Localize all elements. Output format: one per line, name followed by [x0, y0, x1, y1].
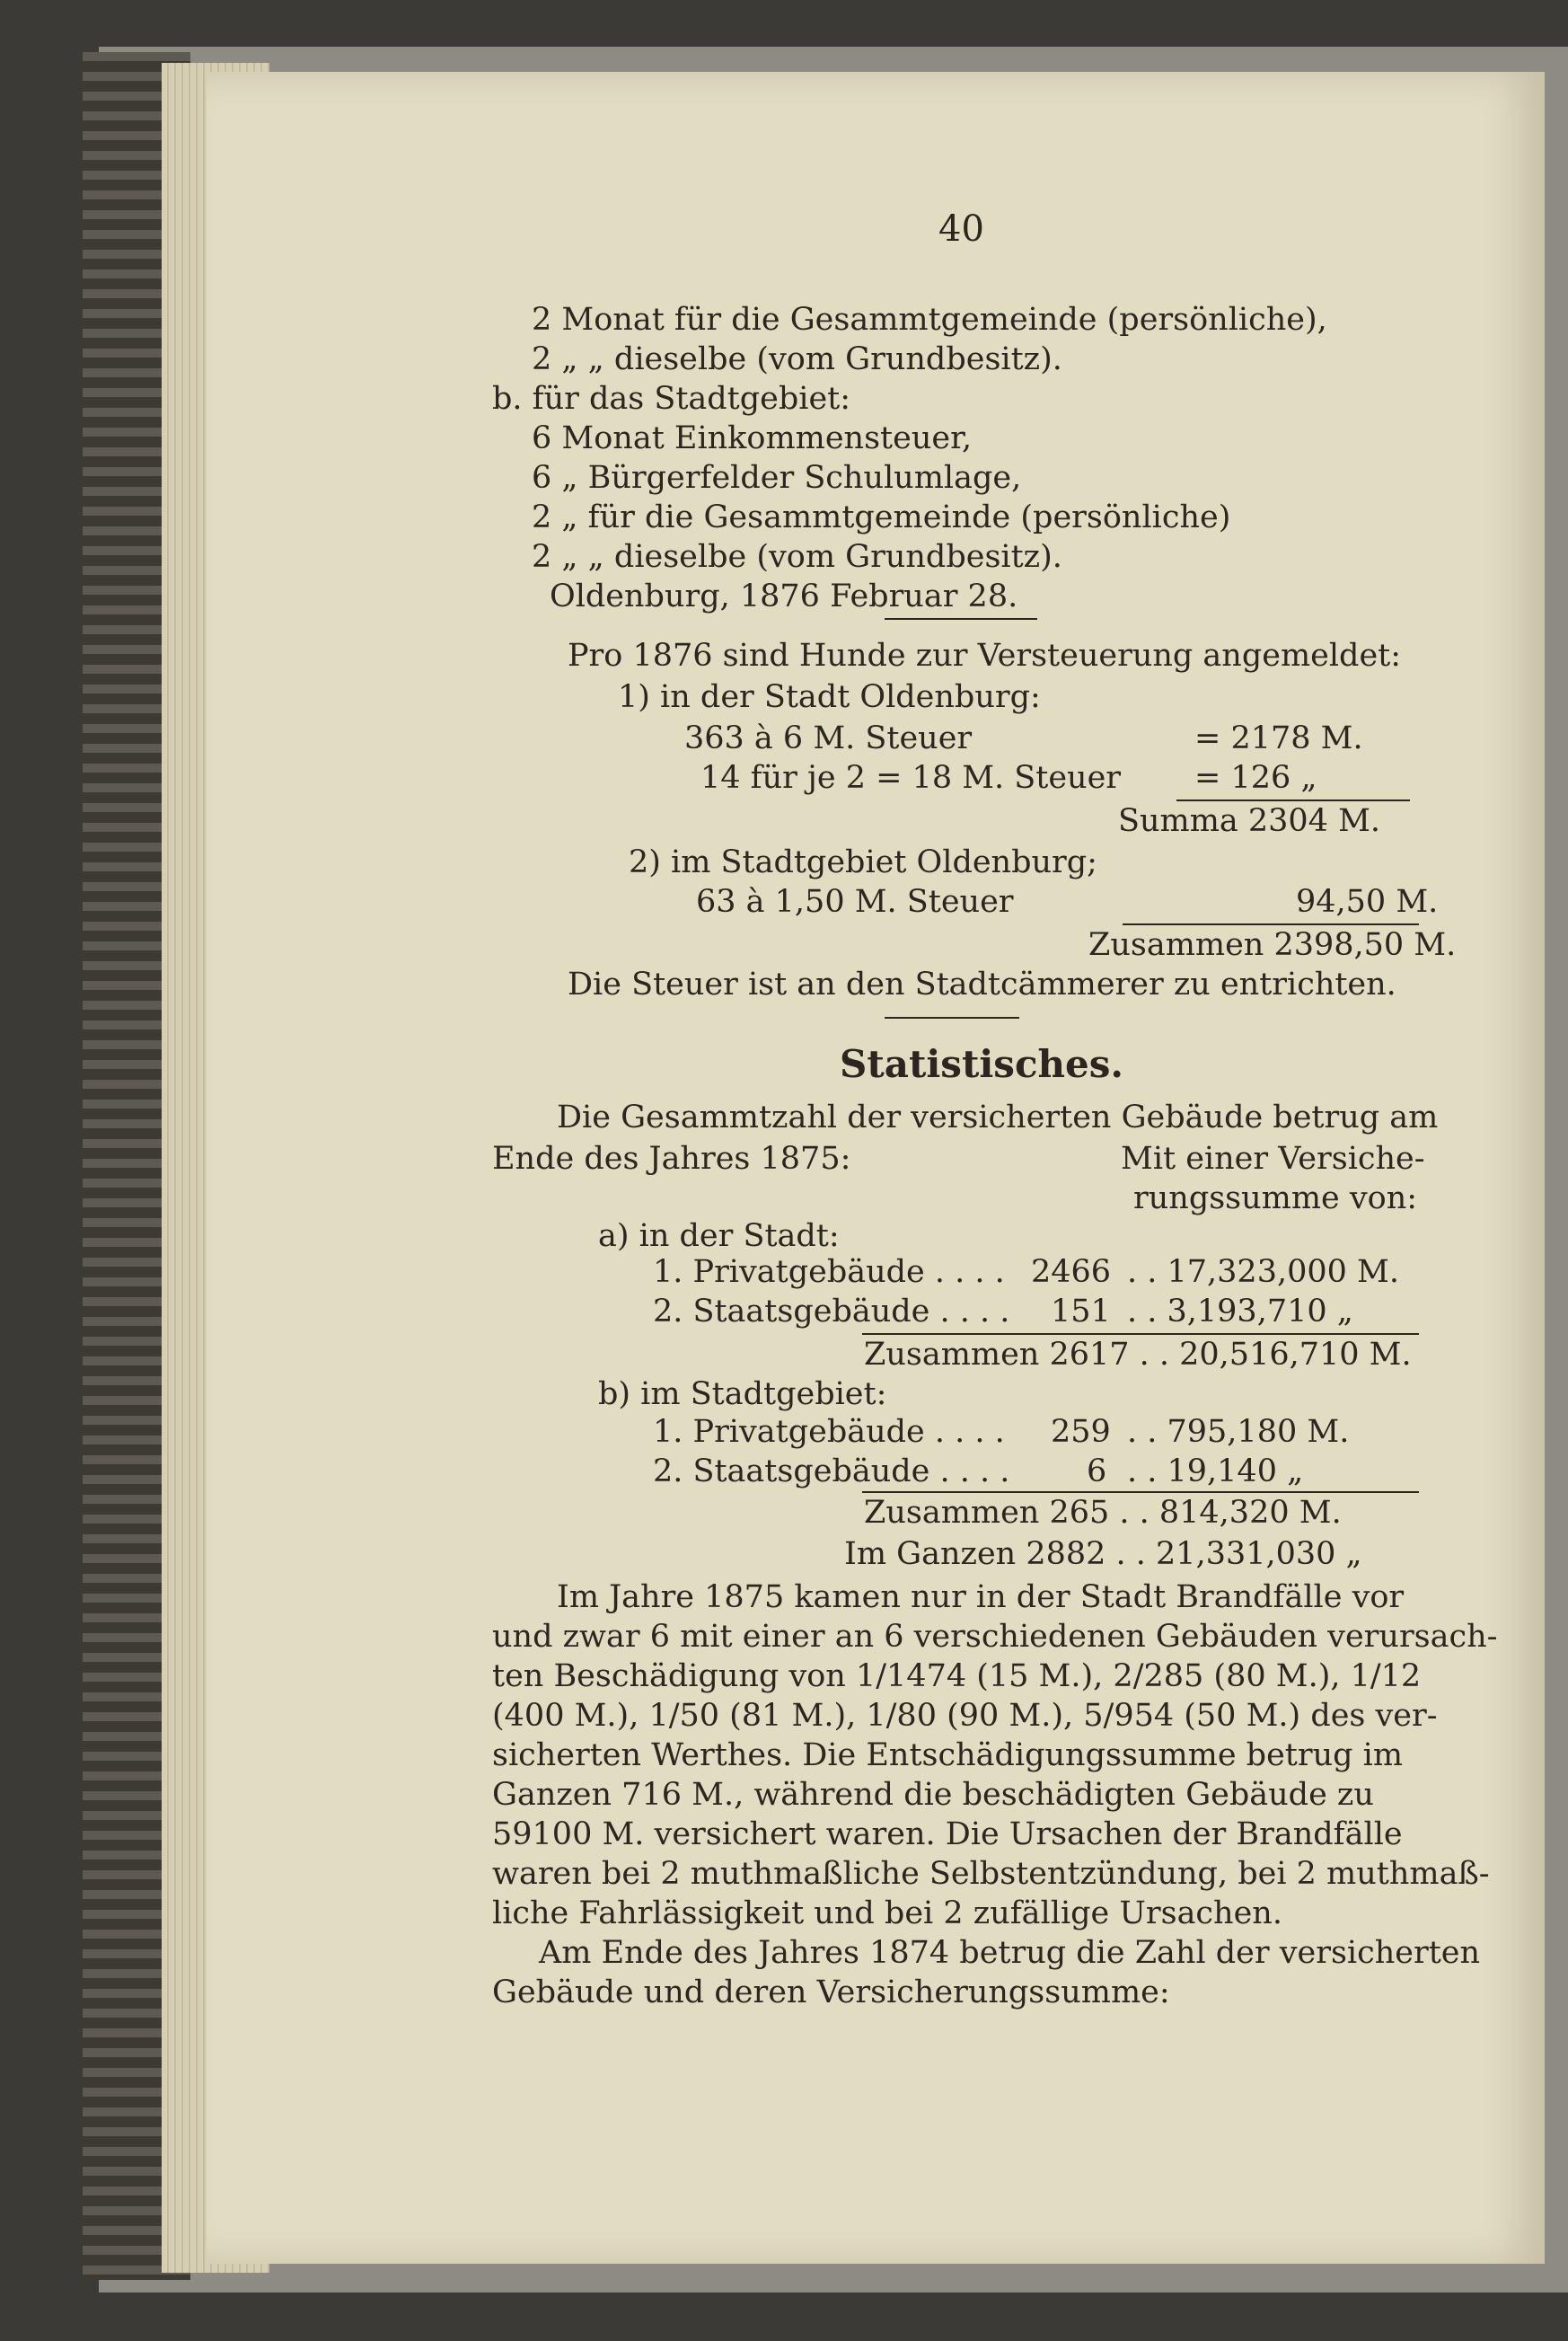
stats-row-label: 2. Staatsgebäude . . . . — [653, 1294, 1010, 1330]
stats-row-count: 2466 — [1031, 1254, 1112, 1290]
dogs-summa: Summa 2304 M. — [1118, 803, 1381, 839]
stats-row-label: 2. Staatsgebäude . . . . — [653, 1453, 1010, 1489]
dogs-city-label: 1) in der Stadt Oldenburg: — [618, 679, 1041, 715]
stats-row-count: 6 — [1087, 1453, 1107, 1489]
stats-row-sum: . . 3,193,710 „ — [1127, 1294, 1353, 1330]
dogs-payment-note: Die Steuer ist an den Stadtcämmerer zu entrichten. — [568, 967, 1396, 1003]
paragraph-line: Am Ende des Jahres 1874 betrug die Zahl der versicherten — [539, 1935, 1481, 1971]
sum-rule — [1176, 799, 1410, 801]
text-line: 6 „ Bürgerfelder Schulumlage, — [532, 460, 1022, 496]
section-divider — [885, 618, 1037, 620]
page-number: 40 — [938, 208, 984, 250]
paragraph-line: ten Beschädigung von 1/1474 (15 M.), 2/285 (80 M.), 1/12 — [492, 1658, 1422, 1694]
stats-row-count: 259 — [1051, 1414, 1111, 1450]
text-line: 6 Monat Einkommensteuer, — [532, 420, 973, 456]
stats-city-label: a) in der Stadt: — [598, 1218, 840, 1254]
stats-row-count: 151 — [1051, 1294, 1111, 1330]
stats-intro: Mit einer Versiche- — [1121, 1141, 1425, 1177]
text-line: b. für das Stadtgebiet: — [492, 381, 851, 417]
dogs-row: 363 à 6 M. Steuer — [684, 720, 973, 756]
stats-row-sum: . . 19,140 „ — [1127, 1453, 1304, 1489]
dogs-row-value: 94,50 M. — [1296, 884, 1439, 920]
text-line: Oldenburg, 1876 Februar 28. — [550, 579, 1018, 614]
stats-area-total: Zusammen 265 . . 814,320 M. — [864, 1495, 1342, 1531]
paragraph-line: und zwar 6 mit einer an 6 verschiedenen Gebäuden verursach- — [492, 1619, 1498, 1655]
section-divider — [885, 1017, 1019, 1019]
paragraph-line: (400 M.), 1/50 (81 M.), 1/80 (90 M.), 5/954 (50 M.) des ver- — [492, 1698, 1438, 1734]
sum-rule — [862, 1333, 1419, 1335]
dogs-row-value: = 126 „ — [1194, 760, 1317, 796]
paragraph-line: Ganzen 716 M., während die beschädigten Gebäude zu — [492, 1777, 1374, 1813]
stats-grand-total: Im Ganzen 2882 . . 21,331,030 „ — [844, 1536, 1362, 1572]
dogs-row-value: = 2178 M. — [1194, 720, 1363, 756]
paragraph-line: waren bei 2 muthmaßliche Selbstentzündung, bei 2 muthmaß- — [492, 1856, 1490, 1892]
paragraph-line: Im Jahre 1875 kamen nur in der Stadt Brandfälle vor — [557, 1579, 1405, 1615]
stats-intro: rungssumme von: — [1133, 1180, 1418, 1216]
paragraph-line: 59100 M. versichert waren. Die Ursachen der Brandfälle — [492, 1816, 1403, 1852]
paragraph-line: liche Fahrlässigkeit und bei 2 zufällige Ursachen. — [492, 1895, 1282, 1931]
sum-rule — [1123, 923, 1419, 925]
stats-city-total: Zusammen 2617 . . 20,516,710 M. — [864, 1337, 1412, 1373]
stats-intro: Die Gesammtzahl der versicherten Gebäude betrug am — [557, 1100, 1439, 1135]
dogs-intro: Pro 1876 sind Hunde zur Versteuerung angemeldet: — [568, 638, 1402, 674]
text-line: 2 „ „ dieselbe (vom Grundbesitz). — [532, 539, 1062, 575]
text-line: 2 „ „ dieselbe (vom Grundbesitz). — [532, 341, 1062, 377]
text-line: 2 „ für die Gesammtgemeinde (persönliche) — [532, 499, 1231, 535]
stats-intro: Ende des Jahres 1875: — [492, 1141, 851, 1177]
dogs-row: 63 à 1,50 M. Steuer — [696, 884, 1014, 920]
stats-row-label: 1. Privatgebäude . . . . — [653, 1414, 1005, 1450]
stats-row-label: 1. Privatgebäude . . . . — [653, 1254, 1005, 1290]
statistics-heading: Statistisches. — [840, 1042, 1124, 1086]
sum-rule — [862, 1491, 1419, 1493]
stats-row-sum: . . 795,180 M. — [1127, 1414, 1350, 1450]
paragraph-line: Gebäude und deren Versicherungssumme: — [492, 1974, 1170, 2010]
stats-row-sum: . . 17,323,000 M. — [1127, 1254, 1399, 1290]
paragraph-line: sicherten Werthes. Die Entschädigungssumme betrug im — [492, 1737, 1404, 1773]
stats-area-label: b) im Stadtgebiet: — [598, 1376, 887, 1412]
dogs-area-label: 2) im Stadtgebiet Oldenburg; — [629, 844, 1097, 880]
text-line: 2 Monat für die Gesammtgemeinde (persönliche), — [532, 302, 1327, 338]
dogs-total: Zusammen 2398,50 M. — [1088, 927, 1457, 963]
dogs-row: 14 für je 2 = 18 M. Steuer — [700, 760, 1122, 796]
